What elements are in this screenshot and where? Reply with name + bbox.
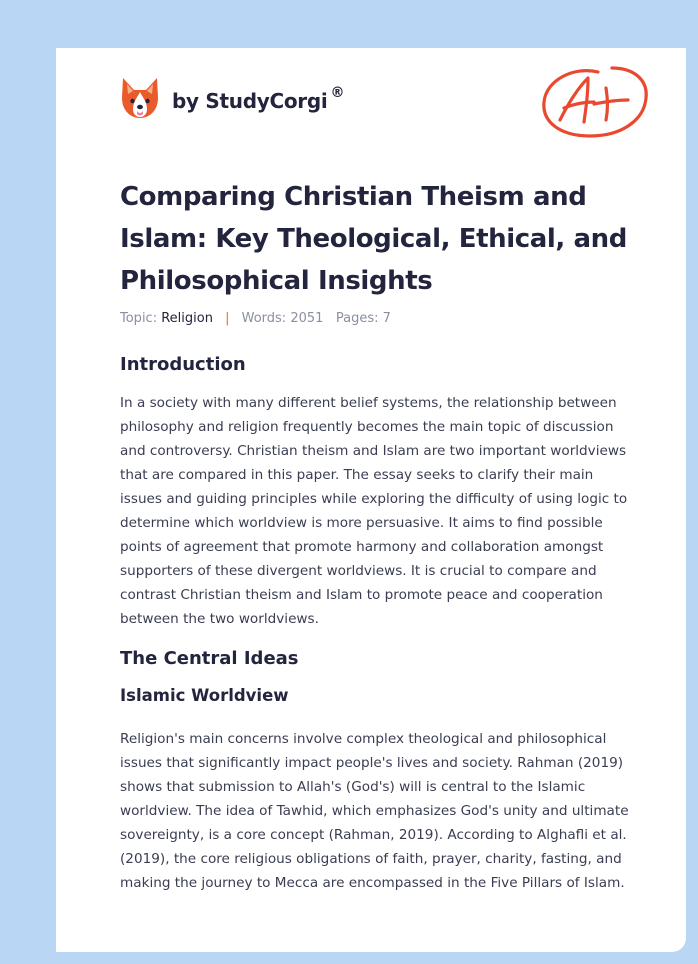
corgi-logo-icon: [120, 76, 160, 120]
studycorgi-logo[interactable]: [120, 76, 344, 120]
introduction-paragraph: In a society with many different belief systems, the relationship between philosophy and religion frequently becomes the main topic of discussion and controversy. Christian theism and Islam are two important worldviews that are compared in this paper. The essay seeks to clarify their main issues and guiding principles while exploring the difficulty of using logic to determine which worldview is more persuasive. It aims to find possible points of agreement that promote harmony and collaboration amongst supporters of these divergent worldviews. It is crucial to compare and contrast Christian theism and Islam to promote peace and cooperation between the two worldviews.: [120, 395, 628, 627]
islamic-worldview-paragraph: Religion's main concerns involve complex theological and philosophical issues that significantly impact people's lives and society. Rahman (2019) shows that submission to Allah's (God's) will is central to the Islamic worldview. The idea of Tawhid, which emphasizes God's unity and ultimate sovereignty, is a core concept (Rahman, 2019). According to Alghafli et al. (2019), the core religious obligations of faith, prayer, charity, fasting, and making the journey to Mecca are encompassed in the Five Pillars of Islam.: [120, 731, 629, 891]
meta-separator: |: [225, 311, 230, 326]
brand-name: [172, 85, 345, 113]
essay-meta: [120, 311, 391, 326]
essay-title: Comparing Christian Theism and Islam: Key Theological, Ethical, and Philosophical Insights: [120, 182, 627, 296]
pages-value: 7: [382, 311, 391, 326]
brand-name-text: by StudyCorgi: [172, 89, 328, 113]
topic-value[interactable]: Religion: [161, 311, 213, 326]
document-page: [56, 48, 686, 952]
central-ideas-heading: The Central Ideas: [120, 648, 299, 669]
introduction-heading: Introduction: [120, 354, 246, 375]
registered-mark: ®: [330, 85, 345, 101]
islamic-worldview-heading: Islamic Worldview: [120, 686, 289, 705]
words-value: 2051: [290, 311, 324, 326]
a-plus-grade-icon: [538, 58, 654, 144]
topic-label: Topic:: [120, 311, 158, 326]
pages-label: Pages:: [335, 311, 379, 326]
words-label: Words:: [241, 311, 287, 326]
